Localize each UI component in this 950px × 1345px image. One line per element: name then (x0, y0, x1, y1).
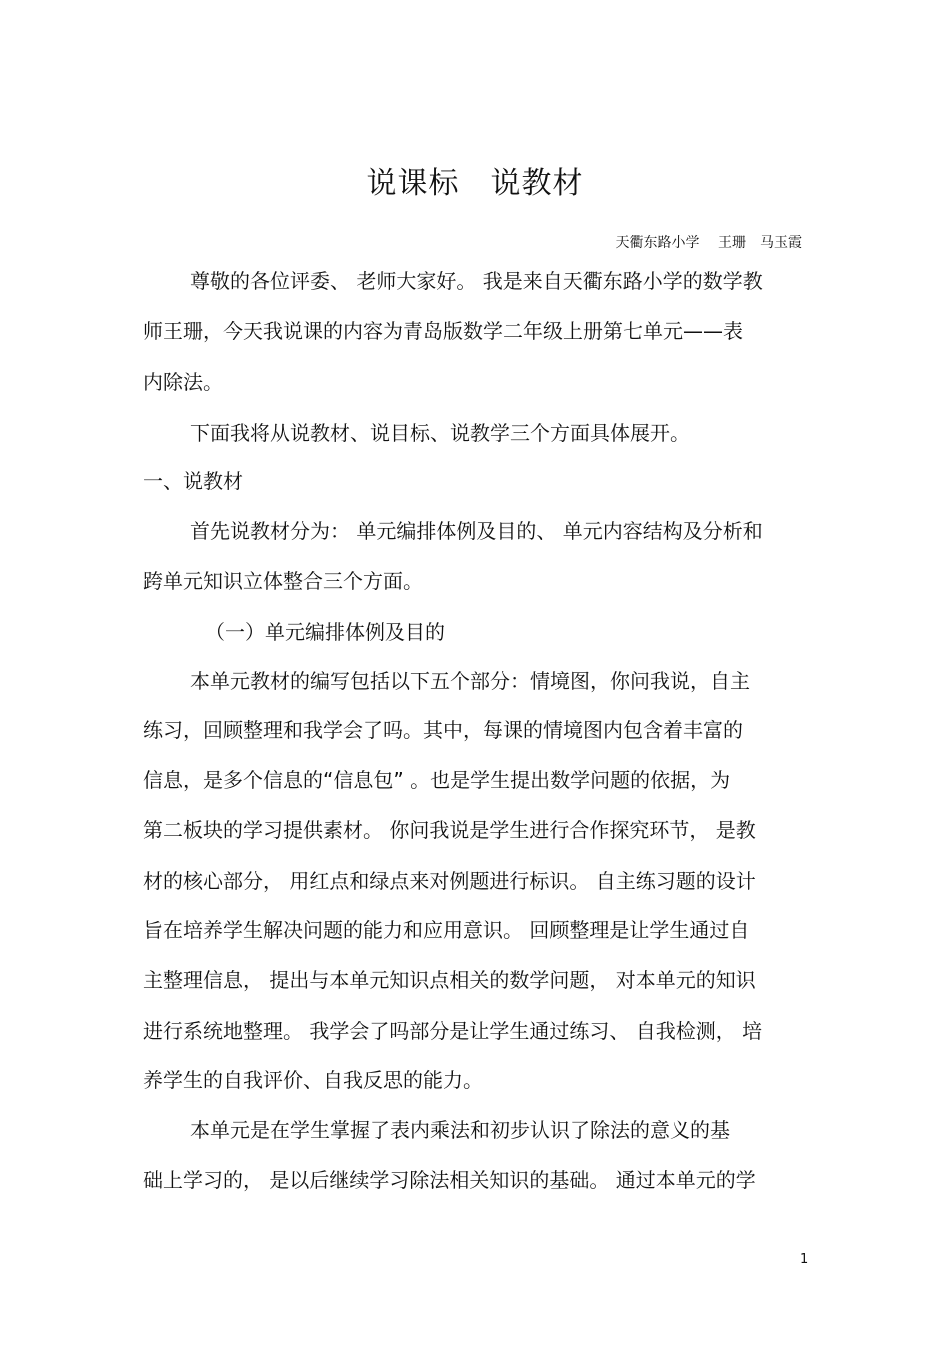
subsection-heading: （一）单元编排体例及目的 (205, 620, 445, 644)
paragraph-line: 练习，回顾整理和我学会了吗。其中，每课的情境图内包含着丰富的 (143, 718, 743, 742)
paragraph-line: 养学生的自我评价、自我反思的能力。 (143, 1068, 483, 1092)
paragraph-line: 本单元教材的编写包括以下五个部分：情境图，你问我说，自主 (190, 669, 750, 693)
paragraph-line: 跨单元知识立体整合三个方面。 (143, 569, 423, 593)
paragraph-line: 主整理信息， 提出与本单元知识点相关的数学问题， 对本单元的知识 (143, 968, 756, 992)
paragraph-line: 内除法。 (143, 370, 223, 394)
page-number: 1 (800, 1252, 809, 1267)
paragraph-line: 旨在培养学生解决问题的能力和应用意识。 回顾整理是让学生通过自 (143, 918, 750, 942)
section-heading: 一、说教材 (143, 469, 243, 493)
paragraph-line: 尊敬的各位评委、 老师大家好。 我是来自天衢东路小学的数学教 (190, 269, 763, 293)
author-line: 天衢东路小学 王珊 马玉霞 (615, 235, 802, 251)
paragraph-line: 下面我将从说教材、说目标、说教学三个方面具体展开。 (190, 421, 690, 445)
document-title: 说课标 说教材 (366, 166, 584, 201)
paragraph-line: 本单元是在学生掌握了表内乘法和初步认识了除法的意义的基 (190, 1118, 730, 1142)
paragraph-line: 进行系统地整理。 我学会了吗部分是让学生通过练习、 自我检测， 培 (143, 1019, 763, 1043)
paragraph-line: 础上学习的， 是以后继续学习除法相关知识的基础。 通过本单元的学 (143, 1168, 756, 1192)
paragraph-line: 第二板块的学习提供素材。 你问我说是学生进行合作探究环节， 是教 (143, 818, 756, 842)
paragraph-line: 师王珊，今天我说课的内容为青岛版数学二年级上册第七单元——表 (143, 319, 743, 343)
paragraph-line: 首先说教材分为： 单元编排体例及目的、 单元内容结构及分析和 (190, 519, 763, 543)
paragraph-line: 材的核心部分， 用红点和绿点来对例题进行标识。 自主练习题的设计 (143, 869, 756, 893)
paragraph-line: 信息，是多个信息的“信息包” 。也是学生提出数学问题的依据，为 (143, 768, 731, 792)
